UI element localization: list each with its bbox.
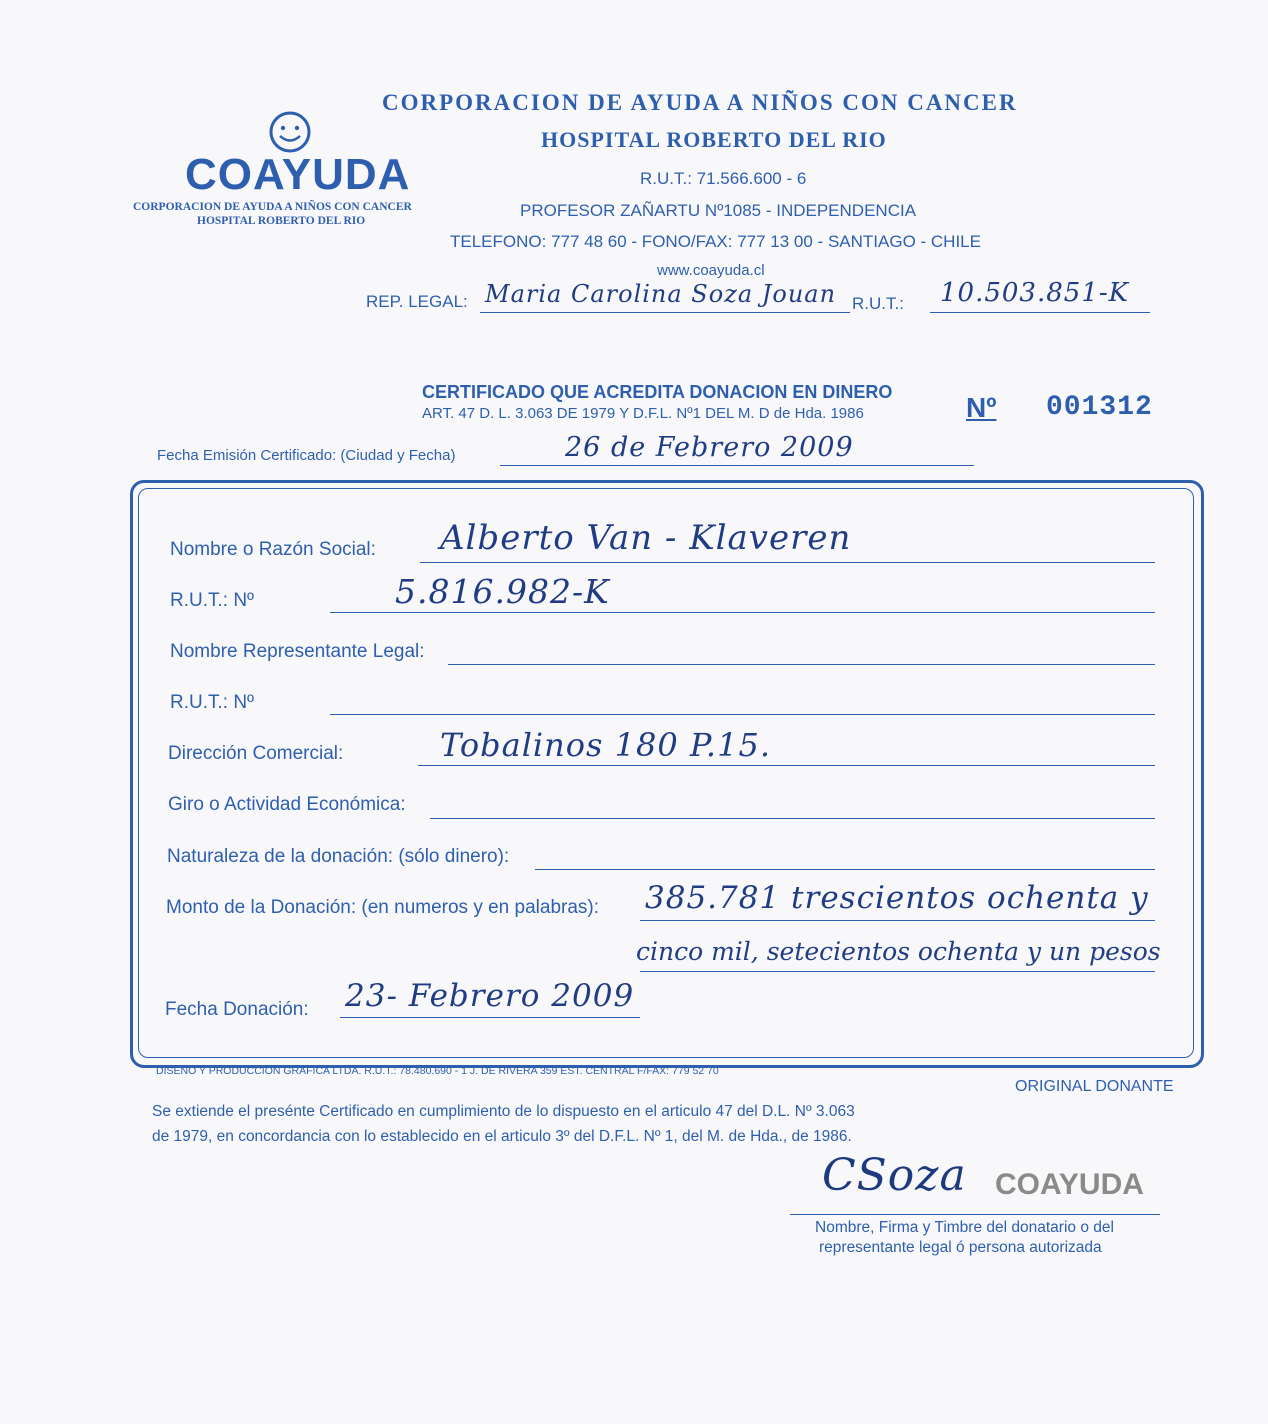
logo-wordmark: COAYUDA (185, 150, 411, 199)
rep-legal-line (480, 312, 850, 313)
certificate-number-label: Nº (966, 392, 997, 423)
naturaleza-label: Naturaleza de la donación: (sólo dinero): (167, 846, 510, 867)
rut-line (330, 612, 1155, 613)
monto-line-1 (640, 920, 1155, 921)
nombre-value: Alberto Van - Klaveren (440, 518, 852, 558)
org-rut: R.U.T.: 71.566.600 - 6 (640, 169, 807, 188)
nombre-line (420, 562, 1155, 563)
printer-credit: DISEÑO Y PRODUCCIÓN GRAFICA LTDA. R.U.T.: 78.480.690 - 1 J. DE RIVERA 359 EST. CENTRAL F/FAX: 779 52 70 (156, 1065, 719, 1077)
direccion-line (418, 765, 1155, 766)
fecha-donacion-value: 23- Febrero 2009 (345, 978, 635, 1014)
signature: CSoza (822, 1150, 967, 1201)
rep-legal-rut-label: R.U.T.: (852, 294, 904, 313)
signature-caption-1: Nombre, Firma y Timbre del donatario o del (815, 1219, 1114, 1236)
rut-value: 5.816.982-K (395, 572, 610, 611)
fecha-emision-line (500, 465, 974, 466)
fecha-emision-label: Fecha Emisión Certificado: (Ciudad y Fecha) (157, 447, 456, 464)
logo-subtitle-2: HOSPITAL ROBERTO DEL RIO (197, 215, 366, 227)
fecha-donacion-line (340, 1017, 640, 1018)
rep-legal-rut-value: 10.503.851-K (940, 278, 1130, 308)
signature-caption-2: representante legal ó persona autorizada (819, 1239, 1102, 1256)
rep-legal-label: REP. LEGAL: (366, 292, 468, 311)
representante-rut-line (330, 714, 1155, 715)
monto-label: Monto de la Donación: (en numeros y en palabras): (166, 897, 600, 918)
representante-rut-label: R.U.T.: Nº (170, 692, 254, 713)
monto-value-2: cinco mil, setecientos ochenta y un pesos (636, 937, 1161, 966)
naturaleza-line (535, 869, 1155, 870)
legal-text-2: de 1979, en concordancia con lo establecido en el articulo 3º del D.F.L. Nº 1, del M. de Hda., de 1986. (152, 1128, 852, 1145)
giro-line (430, 818, 1155, 819)
logo-subtitle-1: CORPORACION DE AYUDA A NIÑOS CON CANCER (133, 201, 412, 213)
certificate-number: 001312 (1046, 392, 1153, 423)
representante-line (448, 664, 1155, 665)
org-address: PROFESOR ZAÑARTU Nº1085 - INDEPENDENCIA (520, 201, 917, 220)
monto-value-1: 385.781 trescientos ochenta y (645, 880, 1149, 916)
coayuda-stamp: COAYUDA (995, 1168, 1144, 1201)
org-phones: TELEFONO: 777 48 60 - FONO/FAX: 777 13 00 - SANTIAGO - CHILE (450, 232, 981, 251)
certificate-subtitle: ART. 47 D. L. 3.063 DE 1979 Y D.F.L. Nº1 DEL M. D de Hda. 1986 (422, 405, 864, 422)
donation-box-inner (138, 488, 1194, 1058)
rep-legal-rut-line (930, 312, 1150, 313)
representante-label: Nombre Representante Legal: (170, 641, 425, 662)
rut-label: R.U.T.: Nº (170, 590, 254, 611)
certificate-title: CERTIFICADO QUE ACREDITA DONACION EN DINERO (422, 382, 893, 402)
fecha-donacion-label: Fecha Donación: (165, 999, 309, 1020)
org-subtitle: HOSPITAL ROBERTO DEL RIO (541, 127, 887, 152)
rep-legal-value: Maria Carolina Soza Jouan (485, 280, 837, 308)
org-title: CORPORACION DE AYUDA A NIÑOS CON CANCER (382, 90, 1018, 115)
legal-text-1: Se extiende el presénte Certificado en cumplimiento de lo dispuesto en el articulo 47 del D.L. Nº 3.063 (152, 1103, 855, 1120)
direccion-label: Dirección Comercial: (168, 743, 344, 764)
nombre-label: Nombre o Razón Social: (170, 539, 376, 560)
fecha-emision-value: 26 de Febrero 2009 (565, 432, 854, 463)
copy-label: ORIGINAL DONANTE (1015, 1078, 1174, 1095)
giro-label: Giro o Actividad Económica: (168, 794, 406, 815)
signature-line (790, 1214, 1160, 1215)
monto-line-2 (640, 971, 1155, 972)
org-website: www.coayuda.cl (657, 262, 765, 279)
direccion-value: Tobalinos 180 P.15. (440, 726, 771, 764)
